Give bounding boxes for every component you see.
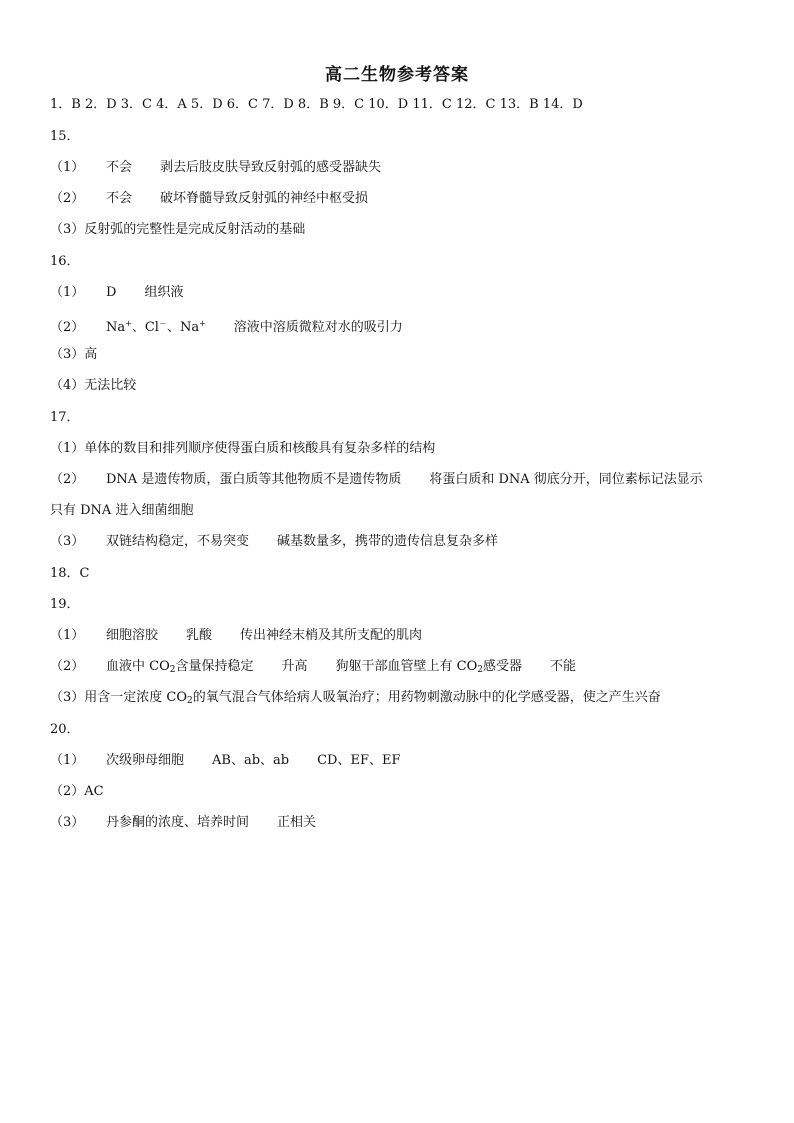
- q19-part2-c-pre: 狗躯干部血管壁上有 CO: [335, 659, 478, 674]
- q20-part1-a: 次级卵母细胞: [106, 753, 185, 768]
- q15-part3-text: 反射弧的完整性是完成反射活动的基础: [84, 222, 306, 237]
- q16-part1-b: 组织液: [144, 285, 184, 300]
- q20-part1: [50, 752, 401, 770]
- q16-ion-na2-charge: +: [199, 319, 206, 328]
- q19-part3-label: （3）: [50, 690, 85, 705]
- q16-part2: [50, 315, 403, 337]
- q19-part2-a-subscript: 2: [169, 665, 176, 675]
- q16-part3: [50, 346, 97, 364]
- q16-part1: [50, 284, 183, 302]
- q19-part2-a-pre: 血液中 CO: [106, 659, 170, 674]
- q19-part2-c-subscript: 2: [477, 665, 483, 675]
- q19-part1-b: 乳酸: [186, 628, 213, 643]
- q19-part2-c-post: 感受器: [483, 659, 523, 674]
- q19-part2-label: （2）: [50, 659, 85, 674]
- q16-part2-label: （2）: [50, 320, 85, 335]
- q15-part1-b: 剥去后肢皮肤导致反射弧的感受器缺失: [160, 160, 382, 175]
- q16-part1-label: （1）: [50, 285, 85, 300]
- q15-part1-a: 不会: [106, 160, 133, 175]
- q20-part1-c: CD、EF、EF: [317, 753, 401, 768]
- q17-part2-a: DNA 是遗传物质，蛋白质等其他物质不是遗传物质: [106, 472, 402, 487]
- q19-number: 19．: [50, 597, 80, 612]
- q15-part2-label: （2）: [50, 191, 85, 206]
- q17-part3-label: （3）: [50, 534, 85, 549]
- q19-part2-b: 升高: [281, 659, 308, 674]
- q17-part3: [50, 533, 498, 551]
- q15-part2: [50, 190, 368, 208]
- mc-answers: 1．B 2．D 3．C 4．A 5．D 6．C 7．D 8．B 9．C 10．D 11．C 12．C 13．B 14．D: [50, 97, 583, 112]
- q20-part2: [50, 783, 104, 801]
- q16-ion-cl: 、Cl: [131, 320, 159, 335]
- q20-number: 20．: [50, 722, 80, 737]
- q19-part3-post: 的氧气混合气体给病人吸氧治疗；用药物刺激动脉中的化学感受器，使之产生兴奋: [192, 690, 661, 705]
- q19-part2-d: 不能: [550, 659, 577, 674]
- q19-part1: [50, 627, 422, 645]
- q20-part3-b: 正相关: [277, 815, 317, 830]
- q17-part1-text: 单体的数目和排列顺序使得蛋白质和核酸具有复杂多样的结构: [84, 441, 436, 456]
- q17-number: 17．: [50, 410, 80, 425]
- q15-part3-label: （3）: [50, 222, 85, 237]
- q19-part1-label: （1）: [50, 628, 85, 643]
- q15-part2-a: 不会: [106, 191, 133, 206]
- q16-part3-text: 高: [84, 347, 98, 362]
- q16-ion-na2: 、Na: [166, 320, 200, 335]
- q20-part3-label: （3）: [50, 815, 85, 830]
- q16-ion-na-charge: +: [125, 319, 132, 328]
- q17-part1-label: （1）: [50, 441, 85, 456]
- q16-number: 16．: [50, 254, 80, 269]
- q17-part2-cont: 只有 DNA 进入细菌细胞: [50, 503, 194, 518]
- q20-part3: [50, 814, 316, 832]
- q18-answer: 18．C: [50, 566, 90, 581]
- q19-part3-subscript: 2: [187, 696, 193, 706]
- q16-ion-na: Na: [106, 320, 126, 335]
- q16-part4-label: （4）: [50, 378, 85, 393]
- q15-part1: [50, 159, 381, 177]
- q16-part4: [50, 377, 136, 395]
- q16-part2-b: 溶液中溶质微粒对水的吸引力: [233, 320, 403, 335]
- q20-part3-a: 丹参酮的浓度、培养时间: [106, 815, 250, 830]
- q16-part4-text: 无法比较: [84, 378, 137, 393]
- q15-number: 15．: [50, 129, 80, 144]
- q17-part3-b: 碱基数量多，携带的遗传信息复杂多样: [277, 534, 499, 549]
- q19-part1-c: 传出神经末梢及其所支配的肌肉: [240, 628, 423, 643]
- q20-part2-text: AC: [84, 784, 104, 799]
- q19-part3-pre: 用含一定浓度 CO: [84, 690, 188, 705]
- q17-part2-label: （2）: [50, 472, 85, 487]
- q16-part3-label: （3）: [50, 347, 85, 362]
- q17-part2-b: 将蛋白质和 DNA 彻底分开，同位素标记法显示: [429, 472, 703, 487]
- q20-part1-label: （1）: [50, 753, 85, 768]
- q17-part1: [50, 440, 435, 458]
- q16-ion-cl-charge: －: [158, 319, 167, 328]
- q19-part2-a-post: 含量保持稳定: [175, 659, 254, 674]
- q17-part2: [50, 471, 703, 489]
- q19-part3: [50, 689, 661, 710]
- q17-part3-a: 双链结构稳定，不易突变: [106, 534, 250, 549]
- q16-part1-a: D: [106, 285, 117, 300]
- q15-part1-label: （1）: [50, 160, 85, 175]
- q15-part3: [50, 221, 305, 239]
- q15-part2-b: 破坏脊髓导致反射弧的神经中枢受损: [160, 191, 369, 206]
- q20-part2-label: （2）: [50, 784, 85, 799]
- q20-part1-b: AB、ab、ab: [212, 753, 290, 768]
- q19-part2: [50, 658, 576, 679]
- page-title: 高二生物参考答案: [325, 65, 469, 85]
- q19-part1-a: 细胞溶胶: [106, 628, 159, 643]
